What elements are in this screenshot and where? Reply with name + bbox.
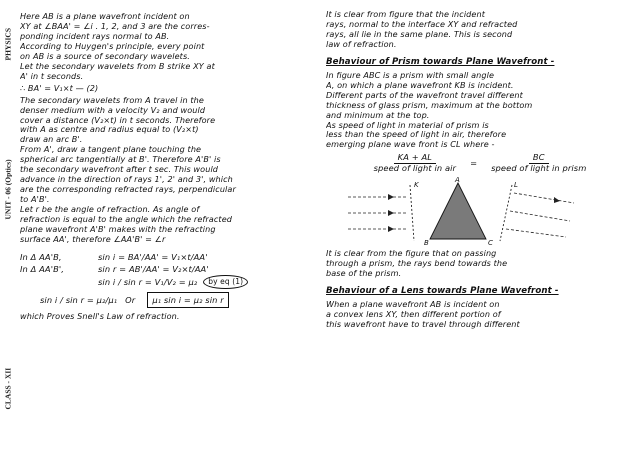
incident-wavefront (410, 185, 414, 241)
sin-i-equation: sin i = BA'/AA' = V₁×t/AA' (98, 251, 208, 262)
note-line: plane wavefront A'B' makes with the refracting (20, 225, 216, 235)
left-denominator: speed of light in air (373, 163, 457, 174)
prism-triangle (430, 183, 486, 239)
triangle-label: In Δ AA'B, (20, 251, 62, 262)
note-line: A, on which a plane wavefront KB is incident. (326, 80, 514, 90)
right-intro-block (326, 4, 634, 50)
note-line: ponding incident rays normal to AB. (20, 31, 170, 41)
or-word: Or (125, 294, 136, 305)
note-line: Let the secondary wavelets from B strike XY at (20, 61, 215, 71)
prism-diagram (328, 177, 628, 245)
note-line: As speed of light in material of prism is (326, 120, 489, 130)
after-figure-block (326, 249, 634, 279)
note-line: are the corresponding refracted rays, perpendicular (20, 185, 236, 195)
prism-text-block (326, 71, 634, 151)
triangle-label: In Δ AA'B', (20, 263, 64, 274)
margin-class-label: CLASS - XII (3, 367, 13, 410)
note-line: through a prism, the rays bend towards the (326, 259, 508, 269)
note-line: law of refraction. (326, 39, 397, 49)
left-text-block (20, 4, 320, 245)
mu-ratio-equation: sin i / sin r = μ₂/μ₁ (40, 294, 118, 305)
note-line: rays, normal to the interface XY and refracted (326, 19, 518, 29)
emergent-wavefront (500, 185, 512, 241)
vertical-margin (0, 0, 16, 451)
note-line: emerging plane wave front is CL where - (326, 140, 495, 150)
label-L: L (514, 181, 518, 190)
lens-heading: Behaviour of a Lens towards Plane Wavefront - (326, 286, 559, 297)
prism-heading: Behaviour of Prism towards Plane Wavefront - (326, 56, 555, 67)
note-line: It is clear from the figure that on passing (326, 249, 497, 259)
right-denominator: speed of light in prism (491, 163, 587, 174)
note-line: From A', draw a tangent plane touching the (20, 145, 202, 155)
note-line: Let r be the angle of refraction. As angle of (20, 205, 200, 215)
left-numerator: KA + AL (394, 153, 436, 164)
sin-r-equation: sin r = AB'/AA' = V₂×t/AA' (98, 263, 209, 274)
note-line: surface AA', therefore ∠AA'B' = ∠r (20, 234, 166, 244)
label-C: C (488, 239, 493, 246)
incident-rays (348, 197, 408, 229)
label-A: A (455, 177, 460, 185)
note-line: thickness of glass prism, maximum at the bottom (326, 100, 533, 110)
margin-unit-label: UNIT - 06 (Optics) (3, 159, 13, 220)
note-line: on AB is a source of secondary wavelets. (20, 51, 190, 61)
note-line: this wavefront have to travel through different (326, 320, 520, 330)
left-fraction (370, 153, 460, 174)
note-line: XY at ∠BAA' = ∠i . 1, 2, and 3 are the corres- (20, 21, 210, 31)
note-line: advance in the direction of rays 1', 2' and 3', which (20, 175, 233, 185)
note-line: When a plane wavefront AB is incident on (326, 300, 500, 310)
note-line: The secondary wavelets from A travel in the (20, 95, 204, 105)
note-line: draw an arc B'. (20, 135, 83, 145)
note-line: Different parts of the wavefront travel different (326, 90, 523, 100)
margin-subject-label: PHYSICS (3, 27, 13, 61)
lens-text-block (326, 300, 634, 330)
note-line: and minimum at the top. (326, 110, 430, 120)
note-line: Here AB is a plane wavefront incident on (20, 12, 190, 21)
note-line: to A'B'. (20, 195, 50, 205)
note-line: According to Huygen's principle, every point (20, 41, 205, 51)
right-fraction (487, 153, 590, 174)
right-numerator: BC (529, 153, 549, 164)
note-line: cover a distance (V₂×t) in t seconds. Therefore (20, 115, 216, 125)
equals-sign: = (470, 157, 478, 168)
note-line: less than the speed of light in air, therefore (326, 130, 507, 140)
math-row (20, 292, 320, 308)
note-line: a convex lens XY, then different portion of (326, 310, 501, 320)
math-row (20, 251, 320, 263)
closing-line: which Proves Snell's Law of refraction. (20, 311, 180, 321)
note-line: refraction is equal to the angle which the refracted (20, 215, 233, 225)
emergent-rays (506, 193, 574, 237)
note-line: A' in t seconds. (20, 71, 84, 81)
snell-derivation (20, 251, 320, 322)
note-line: denser medium with a velocity V₂ and would (20, 105, 206, 115)
math-row (20, 275, 320, 289)
notes-page-left (20, 4, 320, 444)
ratio-equation: sin i / sin r = V₁/V₂ = μ₂ (98, 276, 198, 287)
note-line: with A as centre and radius equal to (V₂×t) (20, 125, 199, 135)
math-row (20, 263, 320, 275)
note-line: base of the prism. (326, 269, 402, 279)
label-K: K (414, 181, 419, 190)
notes-page-right (326, 4, 634, 444)
note-line: It is clear from figure that the incident (326, 10, 486, 19)
snell-law-boxed: μ₁ sin i = μ₂ sin r (147, 292, 228, 308)
time-equality-equation (326, 153, 634, 174)
note-line: spherical arc tangentially at B'. Therefore A'B' is (20, 155, 221, 165)
note-line: In figure ABC is a prism with small angle (326, 70, 495, 80)
equation-line: ∴ BA' = V₁×t — (2) (20, 83, 99, 93)
label-B: B (424, 239, 429, 246)
note-line: the secondary wavefront after t sec. This would (20, 165, 219, 175)
equation-reference: by eq (1) (203, 275, 248, 289)
note-line: rays, all lie in the same plane. This is second (326, 29, 513, 39)
